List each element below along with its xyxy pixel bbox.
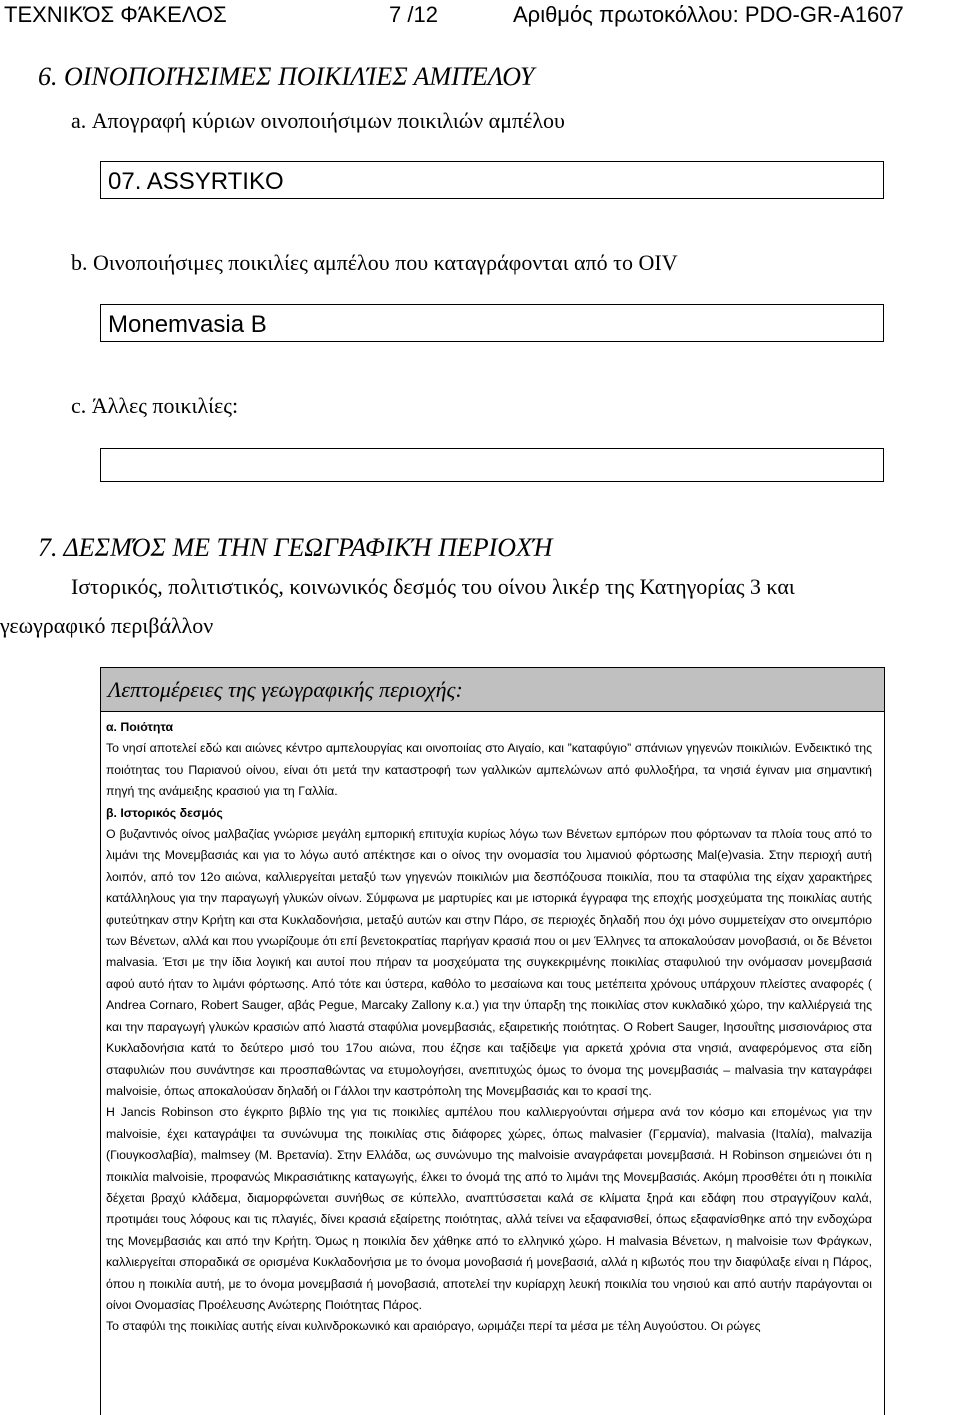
section-7-subtitle-line1: Ιστορικός, πολιτιστικός, κοινωνικός δεσμός του οίνου λικέρ της Κατηγορίας 3 και [71, 574, 795, 599]
section-7-subtitle-line2: γεωγραφικό περιβάλλον [0, 613, 214, 638]
section-6b-label: b. Οινοποιήσιμες ποικιλίες αμπέλου που καταγράφονται από το OIV [71, 250, 678, 275]
oiv-varieties-value: Monemvasia B [108, 311, 267, 338]
oiv-varieties-field [100, 304, 884, 342]
other-varieties-field [100, 448, 884, 482]
header-protocol-number: Αριθμός πρωτοκόλλου: PDO-GR-A1607 [513, 2, 904, 27]
section-6-title: 6. ΟΙΝΟΠΟΙΉΣΙΜΕΣ ΠΟΙΚΙΛΊΕΣ ΑΜΠΈΛΟΥ [38, 62, 535, 91]
historical-bond-paragraph-2: Η Jancis Robinson στο έγκριτο βιβλίο της για τις ποικιλίες αμπέλου που καλλιεργούνται σήμερα ανά τον κόσμο και επομένως για την malvoisie, έχει καταγράψει τα συνώνυμα της ποικιλίας στις διάφορες χώρες, όπως malvasier (Γερμανία), malvasia (Ιταλία), malvazija (Γιουγκοσλαβία), malmsey (Μ. Βρετανία). Στην Ελλάδα, ως συνώνυμο της malvoisie αναγράφεται μονεμβασιά. Η Robinson σημειώνει ότι η ποικιλία malvoisie, προφανώς Μικρασιάτικης καταγωγής, έλκει το όνομά της από το λιμάνι της Μονεμβασιάς. Ακόμη προσθέτει ότι η ποικιλία δέχεται βραχύ κλάδεμα, διαμορφώνεται συνήθως σε κύπελλο, αναπτύσσεται καλά σε κλίματα ξηρά και εδάφη που στραγγίζουν καλά, προτιμάει τους λόφους και τις πλαγιές, δίνει κρασιά εξαίρετης ποιότητας, αλλά τείνει να εξαφανισθεί, όπως εξαφανίσθηκε από την ενδοχώρα της Μονεμβασιάς και από την Κρήτη. Όμως η ποικιλία δεν χάθηκε από το ελληνικό χώρο. Η malvasia Βένετων, η malvoisie των Φράγκων, καλλιεργείται σποραδικά σε ορισμένα Κυκλαδονήσια με το όνομα μονοβασιά ή μονεβασιά, αλλά η κιβωτός που την διαφύλαξε είναι η Πάρος, όπου η ποικιλία αυτή, με το όνομα μονεμβασιά ή μονοβασιά, αποτελεί την κυρίαρχη λευκή ποικιλία του νησιού και από αυτήν παράγονται οι οίνοι Ονομασίας Προέλευσης Ανώτερης Ποιότητας Πάρος. [106, 1105, 872, 1312]
main-varieties-field [100, 161, 884, 199]
historical-bond-heading: β. Ιστορικός δεσμός [106, 805, 223, 820]
header-page-number: 7 /12 [389, 2, 438, 27]
section-6a-label: a. Απογραφή κύριων οινοποιήσιμων ποικιλιών αμπέλου [71, 108, 565, 133]
geographic-area-details-box [100, 667, 885, 1415]
main-varieties-value: 07. ASSYRTIKO [108, 168, 284, 195]
quality-heading: α. Ποιότητα [106, 720, 174, 734]
historical-bond-paragraph-3: Το σταφύλι της ποικιλίας αυτής είναι κυλινδροκωνικό και αραιόραγο, ωριμάζει περί τα μέσα με τέλη Αυγούστου. Οι ρώγες [106, 1319, 761, 1334]
geographic-area-details-body [101, 712, 884, 1338]
section-6c-label: c. Άλλες ποικιλίες: [71, 393, 239, 418]
historical-bond-paragraph-1: Ο βυζαντινός οίνος μαλβαζίας γνώρισε μεγάλη εμπορική επιτυχία κυρίως λόγω των Βένετων εμπόρων που φόρτωναν τα πλοία τους από το λιμάνι της Μονεμβασιάς και για το λόγω αυτό απέκτησε και ο οίνος την ονομασία του λιμανιού φόρτωσης Mal(e)vasia. Στην περιοχή αυτή λοιπόν, από τον 12ο αιώνα, καλλιεργείται μεταξύ των γηγενών ποικιλιών μια δεσπόζουσα ποικιλία, που τα σταφύλια της είχαν χαρακτήρες κατάλληλους για την παραγωγή γλυκών οίνων. Σύμφωνα με μαρτυρίες και με ιστορικά έγγραφα της εποχής μοσχεύματα της ποικιλίας αυτής φυτεύτηκαν στην Κρήτη και στα Κυκλαδονήσια, μεταξύ αυτών και στην Πάρο, σε περιοχές δηλαδή που όχι μόνο συμμετείχαν στο οινεμπόριο των Βένετων, αλλά και που γνωρίζουμε ότι επί βενετοκρατίας παρήγαν κρασιά που οι μεν Έλληνες τα αποκαλούσαν μονοβασιά, οι δε Βένετοι malvasia. Έτσι με την ίδια λογική και αυτοί που πήραν τα μοσχεύματα της συγκεκριμένης ποικιλίας σταφυλιού την ονόμασαν μονεμβασιά αφού αυτό ήταν το λιμάνι φόρτωσης. Από τότε και ύστερα, καθόλο το μεσαίωνα και τους μετέπειτα χρόνους υπάρχουν πλείστες αναφορές ( Andrea Cornaro, Robert Sauger, αβάς Pegue, Marcaky Zallony κ.α.) για την ύπαρξη της ποικιλίας στον κυκλαδικό χώρο, την καλλιέργειά της και την παραγωγή γλυκών κρασιών από λιαστά σταφύλια μονεμβασιάς, εξαιρετικής ποιότητας. Ο Robert Sauger, Ιησουΐτης μισσιονάριος στα Κυκλαδονήσια κατά το δεύτερο μισό του 17ου αιώνα, που έζησε και ταξίδεψε για αρκετά χρόνια στα νησιά, αναφερόμενος στα είδη σταφυλιών που συνάντησε και προσπαθώντας να ετυμολογήσει, ανεπιτυχώς όμως το όνομα της μονεμβασιάς – malvasia την καταγράφει malvoisie, όπως αποκαλούσαν δηλαδή οι Γάλλοι την καστρόπολη της Μονεμβασιάς και το κρασί της. [106, 827, 872, 1098]
geographic-area-details-title: Λεπτομέρειες της γεωγραφικής περιοχής: [101, 668, 884, 712]
quality-text: Το νησί αποτελεί εδώ και αιώνες κέντρο αμπελουργίας και οινοποιίας στο Αιγαίο, και ”καταφύγιο” σπάνιων γηγενών ποικιλιών. Ενδεικτικό της ποιότητας του Παριανού οίνου, είναι ότι μετά την καταστροφή των γαλλικών αμπελώνων από φυλλοξήρα, τα νησιά έγιναν μια σημαντική πηγή της ανάμειξης κρασιού για τη Γαλλία. [106, 741, 872, 799]
section-7-title: 7. ΔΕΣΜΌΣ ΜΕ ΤΗΝ ΓΕΩΓΡΑΦΙΚΉ ΠΕΡΙΟΧΉ [38, 533, 553, 562]
header-document-type: ΤΕΧΝΙΚΌΣ ΦΆΚΕΛΟΣ [4, 2, 227, 27]
